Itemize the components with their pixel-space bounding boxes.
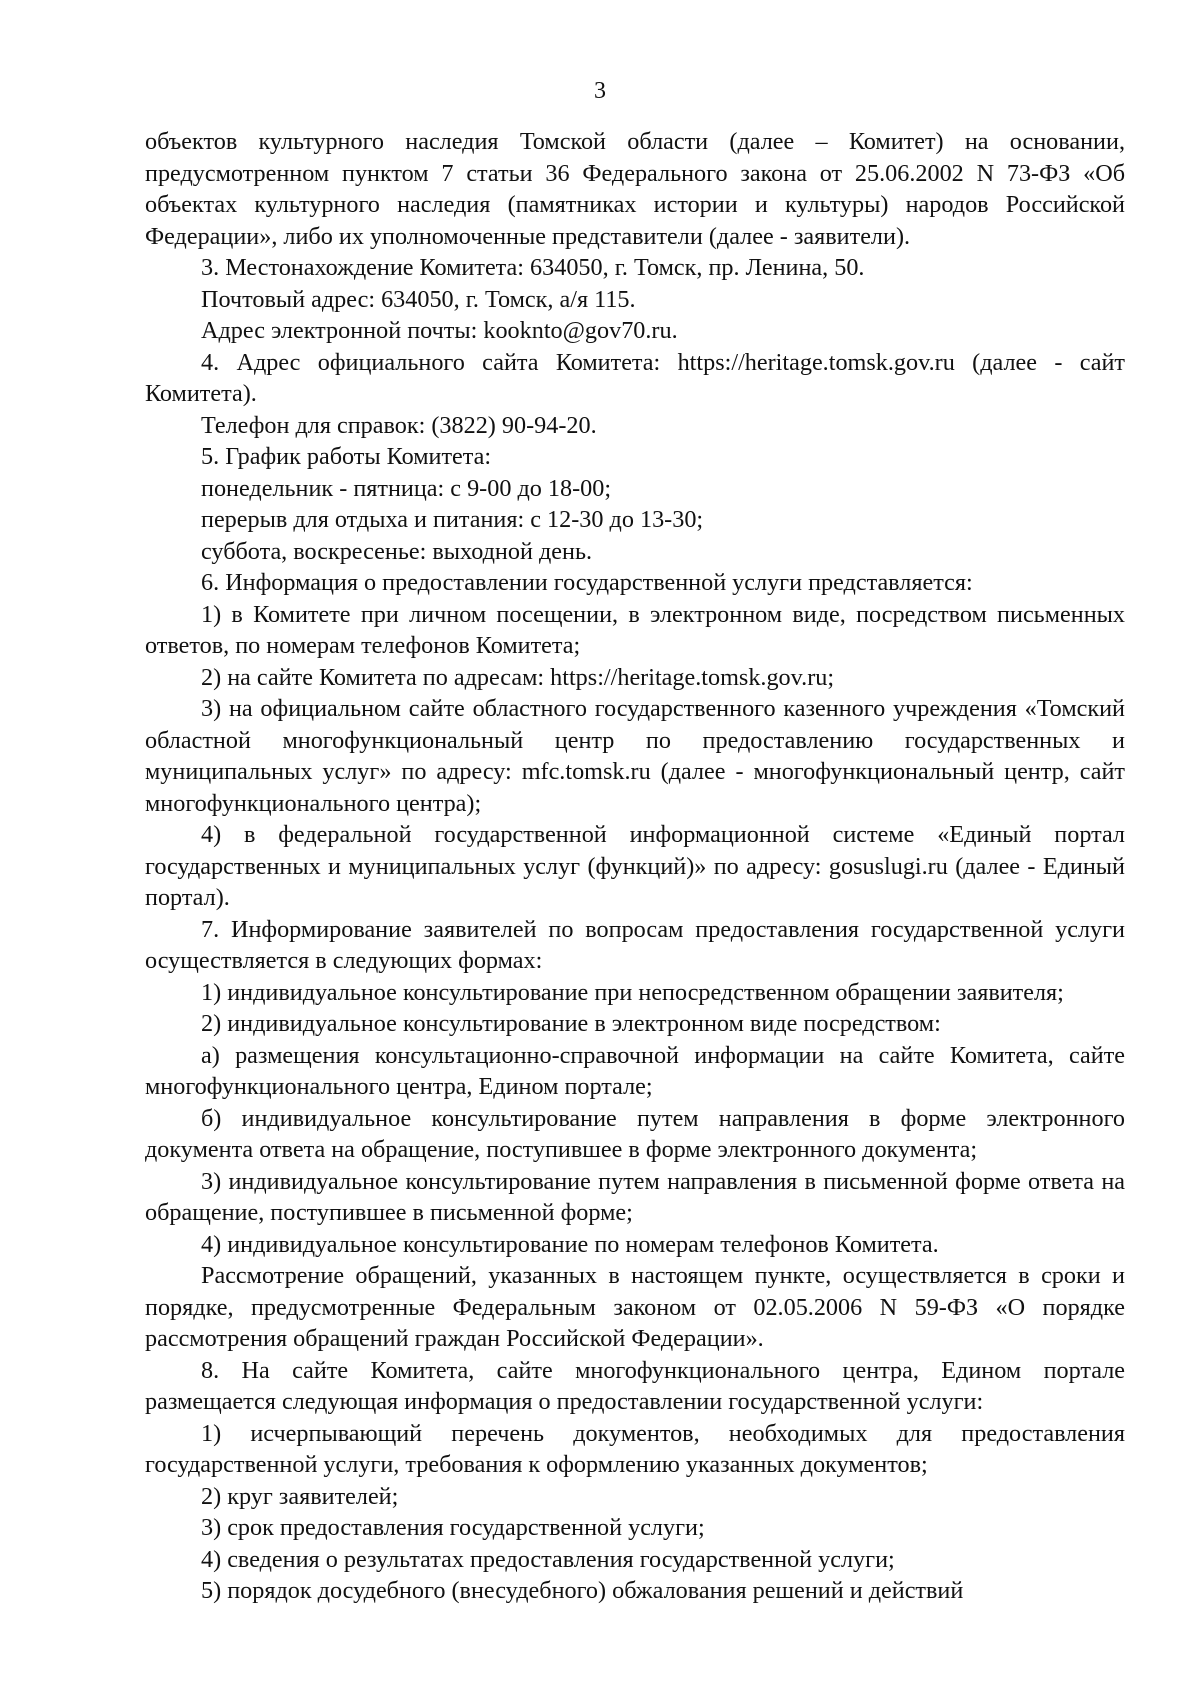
paragraph: 2) на сайте Комитета по адресам: https://heritage.tomsk.gov.ru; [201,663,835,691]
paragraph: 3) на официальном сайте областного государственного казенного учреждения «Томский областной многофункциональный центр по предоставлению государственных и муниципальных услуг» по адресу: mfc.tomsk.ru (далее - многофункциональный центр, сайт многофункционального центра); [145,695,1125,817]
paragraph: 1) исчерпывающий перечень документов, необходимых для предоставления государственной услуги, требования к оформлению указанных документов; [145,1419,1125,1478]
paragraph: 1) индивидуальное консультирование при непосредственном обращении заявителя; [201,978,1064,1006]
paragraph: 7. Информирование заявителей по вопросам предоставления государственной услуги осуществляется в следующих формах: [145,915,1125,974]
paragraph: Почтовый адрес: 634050, г. Томск, а/я 115. [201,285,636,313]
paragraph: 3. Местонахождение Комитета: 634050, г. Томск, пр. Ленина, 50. [201,254,865,281]
paragraph: 6. Информация о предоставлении государственной услуги представляется: [201,569,973,596]
paragraph: 3) срок предоставления государственной услуги; [201,1514,705,1541]
paragraph: 4) в федеральной государственной информационной системе «Единый портал государственных и муниципальных услуг (функций)» по адресу: gosuslugi.ru (далее - Единый портал). [145,821,1125,911]
paragraph: 4. Адрес официального сайта Комитета: https://heritage.tomsk.gov.ru (далее - сайт Комитета). [145,348,1125,407]
paragraph: Телефон для справок: (3822) 90-94-20. [201,411,597,439]
paragraph: 2) круг заявителей; [201,1482,399,1510]
paragraph: Адрес электронной почты: kooknto@gov70.ru. [201,317,678,344]
paragraph: 2) индивидуальное консультирование в электронном виде посредством: [201,1010,941,1037]
paragraph: б) индивидуальное консультирование путем направления в форме электронного документа ответа на обращение, поступившее в форме электронного документа; [145,1104,1125,1163]
paragraph: понедельник - пятница: с 9-00 до 18-00; [201,474,612,502]
paragraph: 4) индивидуальное консультирование по номерам телефонов Комитета. [201,1230,939,1258]
paragraph: перерыв для отдыха и питания: с 12-30 до 13-30; [201,506,704,533]
document-body [145,126,1125,1607]
paragraph: объектов культурного наследия Томской области (далее – Комитет) на основании, предусмотренном пунктом 7 статьи 36 Федерального закона от 25.06.2002 N 73-ФЗ «Об объектах культурного наследия (памятниках истории и культуры) народов Российской Федерации», либо их уполномоченные представители (далее - заявители). [145,128,1125,250]
paragraph: 4) сведения о результатах предоставления государственной услуги; [201,1545,895,1573]
paragraph: 5) порядок досудебного (внесудебного) обжалования решений и действий [201,1577,964,1604]
paragraph: а) размещения консультационно-справочной информации на сайте Комитета, сайте многофункционального центра, Едином портале; [145,1041,1125,1100]
paragraph: 1) в Комитете при личном посещении, в электронном виде, посредством письменных ответов, по номерам телефонов Комитета; [145,600,1125,659]
paragraph: 3) индивидуальное консультирование путем направления в письменной форме ответа на обращение, поступившее в письменной форме; [145,1167,1125,1226]
paragraph: Рассмотрение обращений, указанных в настоящем пункте, осуществляется в сроки и порядке, предусмотренные Федеральным законом от 02.05.2006 N 59-ФЗ «О порядке рассмотрения обращений граждан Российской Федерации». [145,1262,1125,1352]
paragraph: суббота, воскресенье: выходной день. [201,537,593,565]
paragraph: 5. График работы Комитета: [201,443,492,470]
paragraph: 8. На сайте Комитета, сайте многофункционального центра, Едином портале размещается следующая информация о предоставлении государственной услуги: [145,1356,1125,1415]
page-number: 3 [594,78,606,104]
